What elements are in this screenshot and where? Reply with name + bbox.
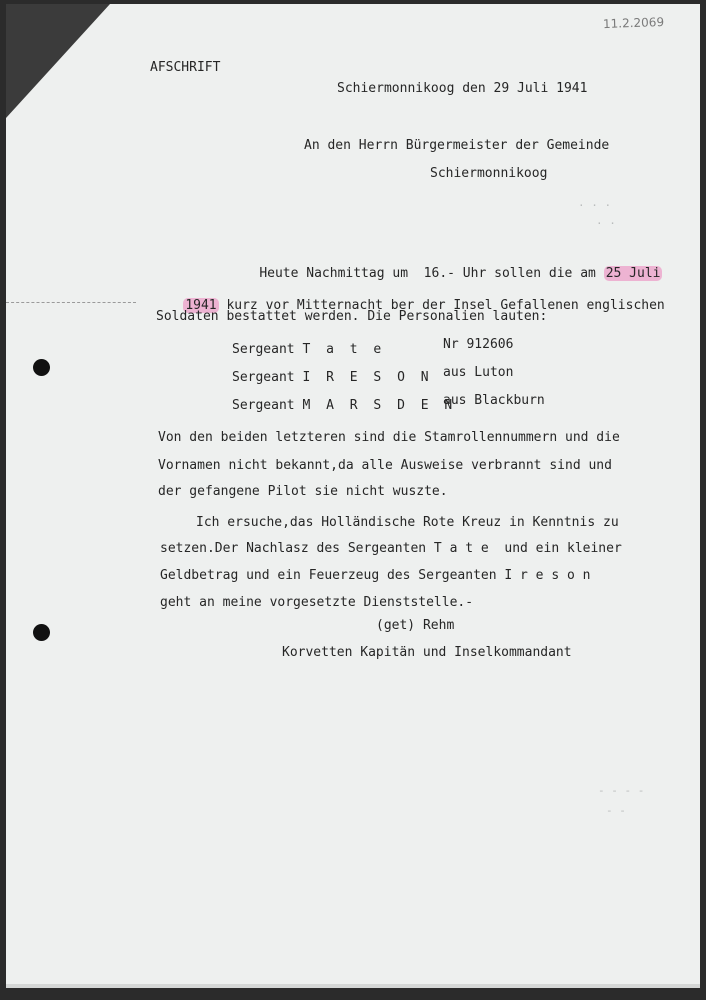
highlighted-date: 25 Juli — [605, 266, 661, 281]
paragraph-2-line: der gefangene Pilot sie nicht wuszte. — [158, 484, 448, 499]
personnel-row — [232, 370, 433, 385]
personnel-name: T a t e — [302, 342, 386, 357]
document-page — [6, 4, 700, 988]
punch-hole — [33, 359, 50, 376]
personnel-name: M A R S D E N — [302, 398, 457, 413]
body-line-1-text: Heute Nachmittag um 16.- Uhr sollen die am — [259, 266, 604, 281]
signature-title: Korvetten Kapitän und Inselkommandant — [282, 645, 572, 660]
body-line-3: Soldaten bestattet werden. Die Personalien lauten: — [156, 309, 548, 324]
copy-label: AFSCHRIFT — [150, 60, 221, 75]
personnel-rank: Sergeant — [232, 370, 295, 385]
paragraph-3-line: setzen.Der Nachlasz des Sergeanten T a t e und ein kleiner — [160, 541, 622, 556]
paragraph-3-line: geht an meine vorgesetzte Dienststelle.- — [160, 595, 474, 610]
personnel-detail: aus Luton — [443, 365, 514, 380]
faint-mark: . . . — [578, 196, 612, 209]
highlighted-year: 1941 — [185, 298, 217, 313]
place-date: Schiermonnikoog den 29 Juli 1941 — [337, 81, 588, 96]
paragraph-2-line: Von den beiden letzteren sind die Stamrollennummern und die — [158, 430, 620, 445]
addressee: An den Herrn Bürgermeister der Gemeinde — [304, 138, 610, 153]
signature: (get) Rehm — [376, 618, 455, 633]
personnel-detail: aus Blackburn — [443, 393, 545, 408]
margin-dash — [6, 302, 136, 303]
archive-number: 11.2.2069 — [602, 14, 665, 32]
faint-mark: - - - - — [598, 784, 645, 797]
addressee-place: Schiermonnikoog — [430, 166, 548, 181]
paragraph-2-line: Vornamen nicht bekannt,da alle Ausweise verbrannt sind und — [158, 458, 612, 473]
personnel-name: I R E S O N — [302, 370, 433, 385]
personnel-row — [232, 342, 385, 357]
paragraph-3-line: Ich ersuche,das Holländische Rote Kreuz in Kenntnis zu — [196, 515, 619, 530]
page-bottom-edge — [6, 984, 700, 988]
personnel-row — [232, 398, 456, 413]
faint-mark: - - — [606, 804, 626, 817]
personnel-rank: Sergeant — [232, 398, 295, 413]
page-corner-mark — [6, 4, 110, 118]
personnel-rank: Sergeant — [232, 342, 295, 357]
personnel-detail: Nr 912606 — [443, 337, 514, 352]
body-line-2-text: kurz vor Mitternacht ber der Insel Gefallenen englischen — [218, 298, 665, 313]
paragraph-3-line: Geldbetrag und ein Feuerzeug des Sergeanten I r e s o n — [160, 568, 591, 583]
punch-hole — [33, 624, 50, 641]
faint-mark: . . — [596, 214, 616, 227]
